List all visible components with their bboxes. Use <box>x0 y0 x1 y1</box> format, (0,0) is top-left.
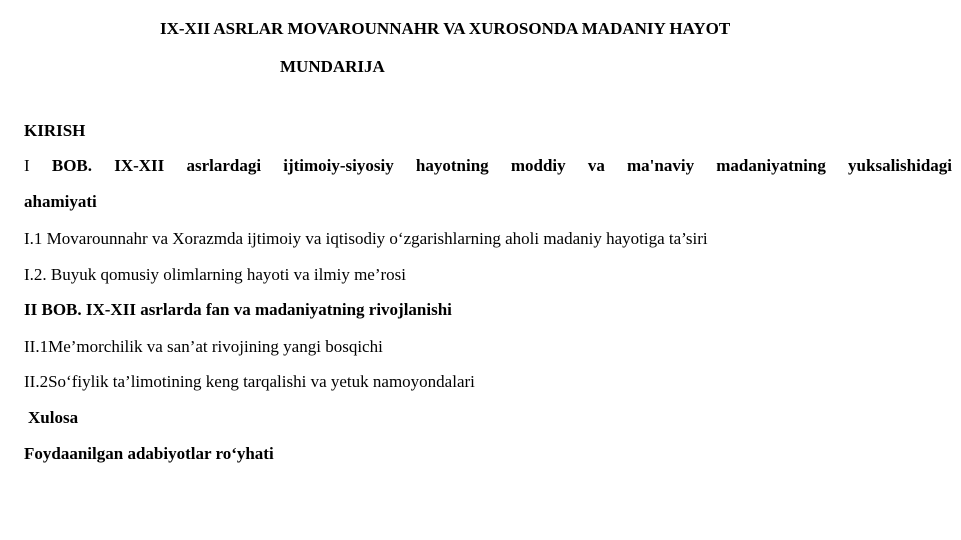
toc-item-conclusion: Xulosa <box>28 408 79 427</box>
toc-item-intro: KIRISH <box>24 121 86 140</box>
toc-chapter1-prefix: I <box>24 156 52 175</box>
toc-item-section-2-1: II.1Me’morchilik va san’at rivojining yangi bosqichi <box>24 337 383 356</box>
toc-chapter1-title: BOB. IX-XII asrlardagi ijtimoiy-siyosiy hayotning moddiy va ma'naviy madaniyatning yuksalishidagi <box>51 156 952 175</box>
toc-item-chapter1 <box>24 155 952 177</box>
toc-item-section-2-2: II.2So‘fiylik ta’limotining keng tarqalishi va yetuk namoyondalari <box>24 372 475 391</box>
toc-item-references: Foydaanilgan adabiyotlar ro‘yhati <box>24 444 274 463</box>
toc-chapter1-title-cont: ahamiyati <box>24 192 97 211</box>
toc-item-section-1-1: I.1 Movarounnahr va Xorazmda ijtimoiy va iqtisodiy o‘zgarishlarning aholi madaniy hayotiga ta’siri <box>24 229 708 248</box>
toc-item-chapter2: II BOB. IX-XII asrlarda fan va madaniyatning rivojlanishi <box>24 300 452 319</box>
toc-item-section-1-2: I.2. Buyuk qomusiy olimlarning hayoti va ilmiy me’rosi <box>24 265 406 284</box>
toc-heading: MUNDARIJA <box>280 57 385 76</box>
document-title: IX-XII ASRLAR MOVAROUNNAHR VA XUROSONDA MADANIY HAYOT <box>160 19 731 38</box>
